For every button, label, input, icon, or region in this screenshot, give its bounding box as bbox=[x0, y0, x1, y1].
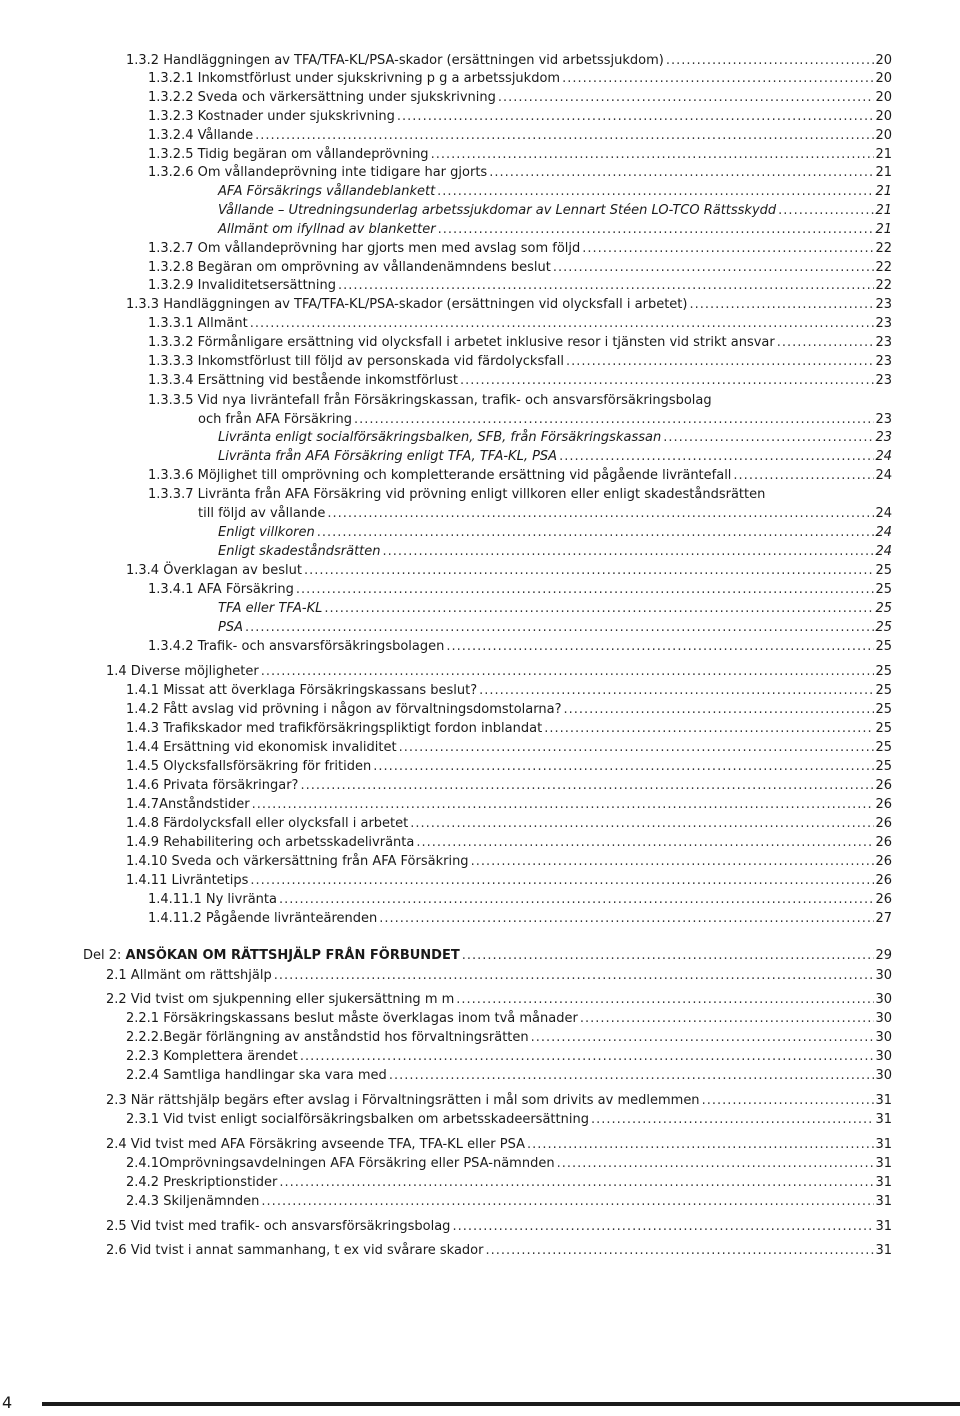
toc-entry: Enligt skadeståndsrätten ..... 24 bbox=[218, 543, 892, 561]
toc-part-heading: Del 2: ANSÖKAN OM RÄTTSHJÄLP FRÅN FÖRBUNDET ..... 29 bbox=[83, 947, 892, 965]
toc-entry: 2.4.1Omprövningsavdelningen AFA Försäkring eller PSA-nämnden ..... 31 bbox=[126, 1155, 892, 1173]
toc-entry: 1.4.11.2 Pågående livränteärenden ..... 27 bbox=[148, 910, 892, 928]
toc-entry: Livränta från AFA Försäkring enligt TFA, TFA-KL, PSA ..... 24 bbox=[218, 448, 892, 466]
toc-entry: 2.3.1 Vid tvist enligt socialförsäkringsbalken om arbetsskadeersättning ..... 31 bbox=[126, 1111, 892, 1129]
toc-entry: 1.3.3.5 Vid nya livräntefall från Försäkringskassan, trafik- och ansvarsförsäkringsbolag bbox=[148, 393, 712, 408]
toc-entry: 1.4.11 Livräntetips ..... 26 bbox=[126, 872, 892, 890]
toc-entry: 1.3.3.1 Allmänt ..... 23 bbox=[148, 315, 892, 333]
toc-entry: 2.2.2.Begär förlängning av anståndstid hos förvaltningsrätten ..... 30 bbox=[126, 1029, 892, 1047]
toc-entry: 2.1 Allmänt om rättshjälp ..... 30 bbox=[106, 967, 892, 985]
toc-entry: och från AFA Försäkring ..... 23 bbox=[198, 411, 892, 429]
toc-entry: 1.3.2.6 Om vållandeprövning inte tidigare har gjorts ..... 21 bbox=[148, 164, 892, 182]
toc-entry: 2.2.1 Försäkringskassans beslut måste överklagas inom två månader ..... 30 bbox=[126, 1010, 892, 1028]
toc-entry: 1.3.3.4 Ersättning vid bestående inkomstförlust ..... 23 bbox=[148, 372, 892, 390]
toc-entry: 1.3.3.6 Möjlighet till omprövning och kompletterande ersättning vid pågående livräntefall ..... 24 bbox=[148, 467, 892, 485]
toc-entry: Vållande – Utredningsunderlag arbetssjukdomar av Lennart Stéen LO-TCO Rättsskydd ..... 21 bbox=[218, 202, 892, 220]
toc-entry: 2.5 Vid tvist med trafik- och ansvarsförsäkringsbolag ..... 31 bbox=[106, 1218, 892, 1236]
toc-entry: Livränta enligt socialförsäkringsbalken, SFB, från Försäkringskassan ..... 23 bbox=[218, 429, 892, 447]
toc-entry: 1.3.2.3 Kostnader under sjukskrivning ..... 20 bbox=[148, 108, 892, 126]
toc-entry: 2.6 Vid tvist i annat sammanhang, t ex vid svårare skador ..... 31 bbox=[106, 1242, 892, 1260]
toc-entry: Enligt villkoren ..... 24 bbox=[218, 524, 892, 542]
toc-entry: 1.4.10 Sveda och värkersättning från AFA Försäkring ..... 26 bbox=[126, 853, 892, 871]
page-number: 4 bbox=[2, 1393, 13, 1412]
toc-entry: 1.4.11.1 Ny livränta ..... 26 bbox=[148, 891, 892, 909]
toc-entry: 1.4 Diverse möjligheter ..... 25 bbox=[106, 663, 892, 681]
toc-entry: 2.4.3 Skiljenämnden ..... 31 bbox=[126, 1193, 892, 1211]
toc-entry: TFA eller TFA-KL ..... 25 bbox=[218, 600, 892, 618]
toc-entry: 1.4.9 Rehabilitering och arbetsskadelivränta ..... 26 bbox=[126, 834, 892, 852]
toc-entry: 1.3.2.1 Inkomstförlust under sjukskrivning p g a arbetssjukdom ..... 20 bbox=[148, 70, 892, 88]
toc-entry: 1.3.2.2 Sveda och värkersättning under sjukskrivning ..... 20 bbox=[148, 89, 892, 107]
toc-entry: 1.4.2 Fått avslag vid prövning i någon av förvaltningsdomstolarna? ..... 25 bbox=[126, 701, 892, 719]
toc-entry: 2.4.2 Preskriptionstider ..... 31 bbox=[126, 1174, 892, 1192]
toc-entry: 1.3.2.4 Vållande ..... 20 bbox=[148, 127, 892, 145]
toc-entry: 2.2.4 Samtliga handlingar ska vara med ..... 30 bbox=[126, 1067, 892, 1085]
toc-entry: 1.4.6 Privata försäkringar? ..... 26 bbox=[126, 777, 892, 795]
toc-entry: 1.3.3.3 Inkomstförlust till följd av personskada vid färdolycksfall ..... 23 bbox=[148, 353, 892, 371]
toc-entry: 1.4.1 Missat att överklaga Försäkringskassans beslut? ..... 25 bbox=[126, 682, 892, 700]
toc-entry: till följd av vållande ..... 24 bbox=[198, 505, 892, 523]
footer-divider bbox=[42, 1402, 960, 1406]
toc-entry: 2.2 Vid tvist om sjukpenning eller sjukersättning m m ..... 30 bbox=[106, 991, 892, 1009]
toc-entry: 1.3.4.1 AFA Försäkring ..... 25 bbox=[148, 581, 892, 599]
toc-entry: 1.3.2.7 Om vållandeprövning har gjorts men med avslag som följd ..... 22 bbox=[148, 240, 892, 258]
toc-entry: 1.3.4.2 Trafik- och ansvarsförsäkringsbolagen ..... 25 bbox=[148, 638, 892, 656]
toc-entry: 1.3.2.9 Invaliditetsersättning ..... 22 bbox=[148, 277, 892, 295]
toc-entry: 1.4.5 Olycksfallsförsäkring för fritiden ..... 25 bbox=[126, 758, 892, 776]
toc-entry: 1.4.7Anståndstider ..... 26 bbox=[126, 796, 892, 814]
toc-entry: 1.4.3 Trafikskador med trafikförsäkringspliktigt fordon inblandat ..... 25 bbox=[126, 720, 892, 738]
toc-entry: 2.3 När rättshjälp begärs efter avslag i Förvaltningsrätten i mål som drivits av medlemmen ..... 31 bbox=[106, 1092, 892, 1110]
toc-entry: 1.3.3 Handläggningen av TFA/TFA-KL/PSA-skador (ersättningen vid olycksfall i arbetet) ..... 23 bbox=[126, 296, 892, 314]
toc-entry: 1.4.8 Färdolycksfall eller olycksfall i arbetet ..... 26 bbox=[126, 815, 892, 833]
toc-entry: PSA ..... 25 bbox=[218, 619, 892, 637]
toc-entry: 1.3.2 Handläggningen av TFA/TFA-KL/PSA-skador (ersättningen vid arbetssjukdom) ..... 20 bbox=[126, 52, 892, 70]
toc-entry: 2.4 Vid tvist med AFA Försäkring avseende TFA, TFA-KL eller PSA ..... 31 bbox=[106, 1136, 892, 1154]
toc-entry: AFA Försäkrings vållandeblankett ..... 21 bbox=[218, 183, 892, 201]
toc-entry: 1.3.2.5 Tidig begäran om vållandeprövning ..... 21 bbox=[148, 146, 892, 164]
toc-entry: 1.3.4 Överklagan av beslut ..... 25 bbox=[126, 562, 892, 580]
toc-entry: 2.2.3 Komplettera ärendet ..... 30 bbox=[126, 1048, 892, 1066]
toc-entry: 1.4.4 Ersättning vid ekonomisk invaliditet ..... 25 bbox=[126, 739, 892, 757]
toc-entry: 1.3.2.8 Begäran om omprövning av vållandenämndens beslut ..... 22 bbox=[148, 259, 892, 277]
toc-entry: 1.3.3.2 Förmånligare ersättning vid olycksfall i arbetet inklusive resor i tjänsten vid strikt ansvar ..... 23 bbox=[148, 334, 892, 352]
toc-entry: 1.3.3.7 Livränta från AFA Försäkring vid prövning enligt villkoren eller enligt skadeståndsrätten bbox=[148, 487, 766, 502]
toc-entry: Allmänt om ifyllnad av blanketter ..... 21 bbox=[218, 221, 892, 239]
